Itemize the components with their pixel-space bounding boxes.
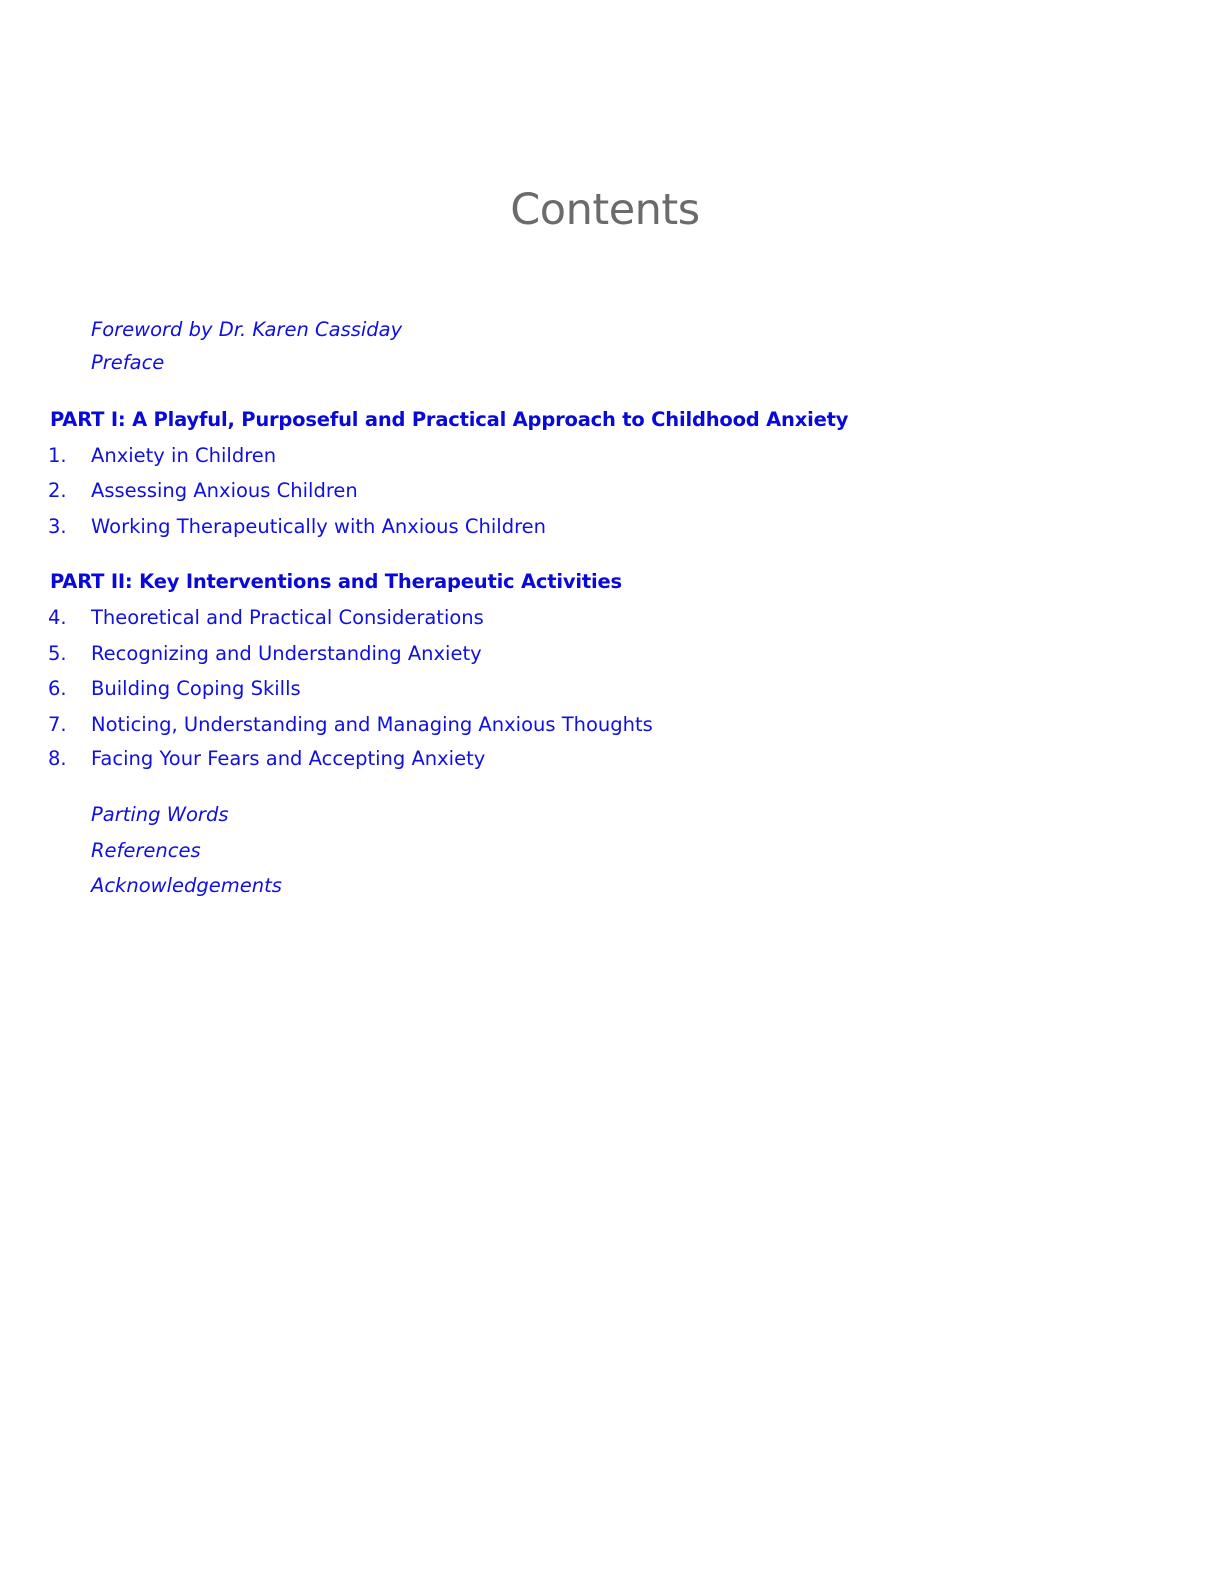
toc-chapter-link[interactable] [48, 441, 276, 471]
chapter-title: Building Coping Skills [91, 677, 301, 700]
toc-chapter-link[interactable] [48, 639, 482, 669]
chapter-number: 6. [48, 677, 67, 700]
chapter-number: 4. [48, 606, 67, 629]
chapter-title: Noticing, Understanding and Managing Anxious Thoughts [91, 713, 653, 736]
toc-link-preface[interactable]: Preface [91, 351, 165, 374]
toc-chapter-link[interactable] [48, 674, 301, 704]
toc-part-heading-2[interactable]: PART II: Key Interventions and Therapeutic Activities [50, 570, 622, 593]
chapter-number: 7. [48, 713, 67, 736]
toc-link-acknowledgements[interactable]: Acknowledgements [91, 874, 282, 897]
chapter-title: Recognizing and Understanding Anxiety [91, 642, 482, 665]
chapter-title: Working Therapeutically with Anxious Children [91, 515, 547, 538]
page-title: Contents [510, 185, 700, 235]
chapter-title: Facing Your Fears and Accepting Anxiety [91, 747, 486, 770]
toc-chapter-link[interactable] [48, 476, 358, 506]
chapter-number: 5. [48, 642, 67, 665]
toc-link-references[interactable]: References [91, 839, 201, 862]
toc-link-foreword[interactable]: Foreword by Dr. Karen Cassiday [91, 318, 403, 341]
toc-chapter-link[interactable] [48, 710, 653, 740]
toc-chapter-link[interactable] [48, 512, 546, 542]
toc-chapter-link[interactable] [48, 603, 484, 633]
toc-part-heading-1[interactable]: PART I: A Playful, Purposeful and Practical Approach to Childhood Anxiety [50, 408, 849, 431]
chapter-number: 1. [48, 444, 67, 467]
chapter-number: 8. [48, 747, 67, 770]
chapter-title: Theoretical and Practical Considerations [91, 606, 484, 629]
chapter-number: 3. [48, 515, 67, 538]
chapter-title: Anxiety in Children [91, 444, 277, 467]
chapter-title: Assessing Anxious Children [91, 479, 358, 502]
chapter-number: 2. [48, 479, 67, 502]
toc-link-parting-words[interactable]: Parting Words [91, 803, 229, 826]
toc-chapter-link[interactable] [48, 744, 485, 774]
